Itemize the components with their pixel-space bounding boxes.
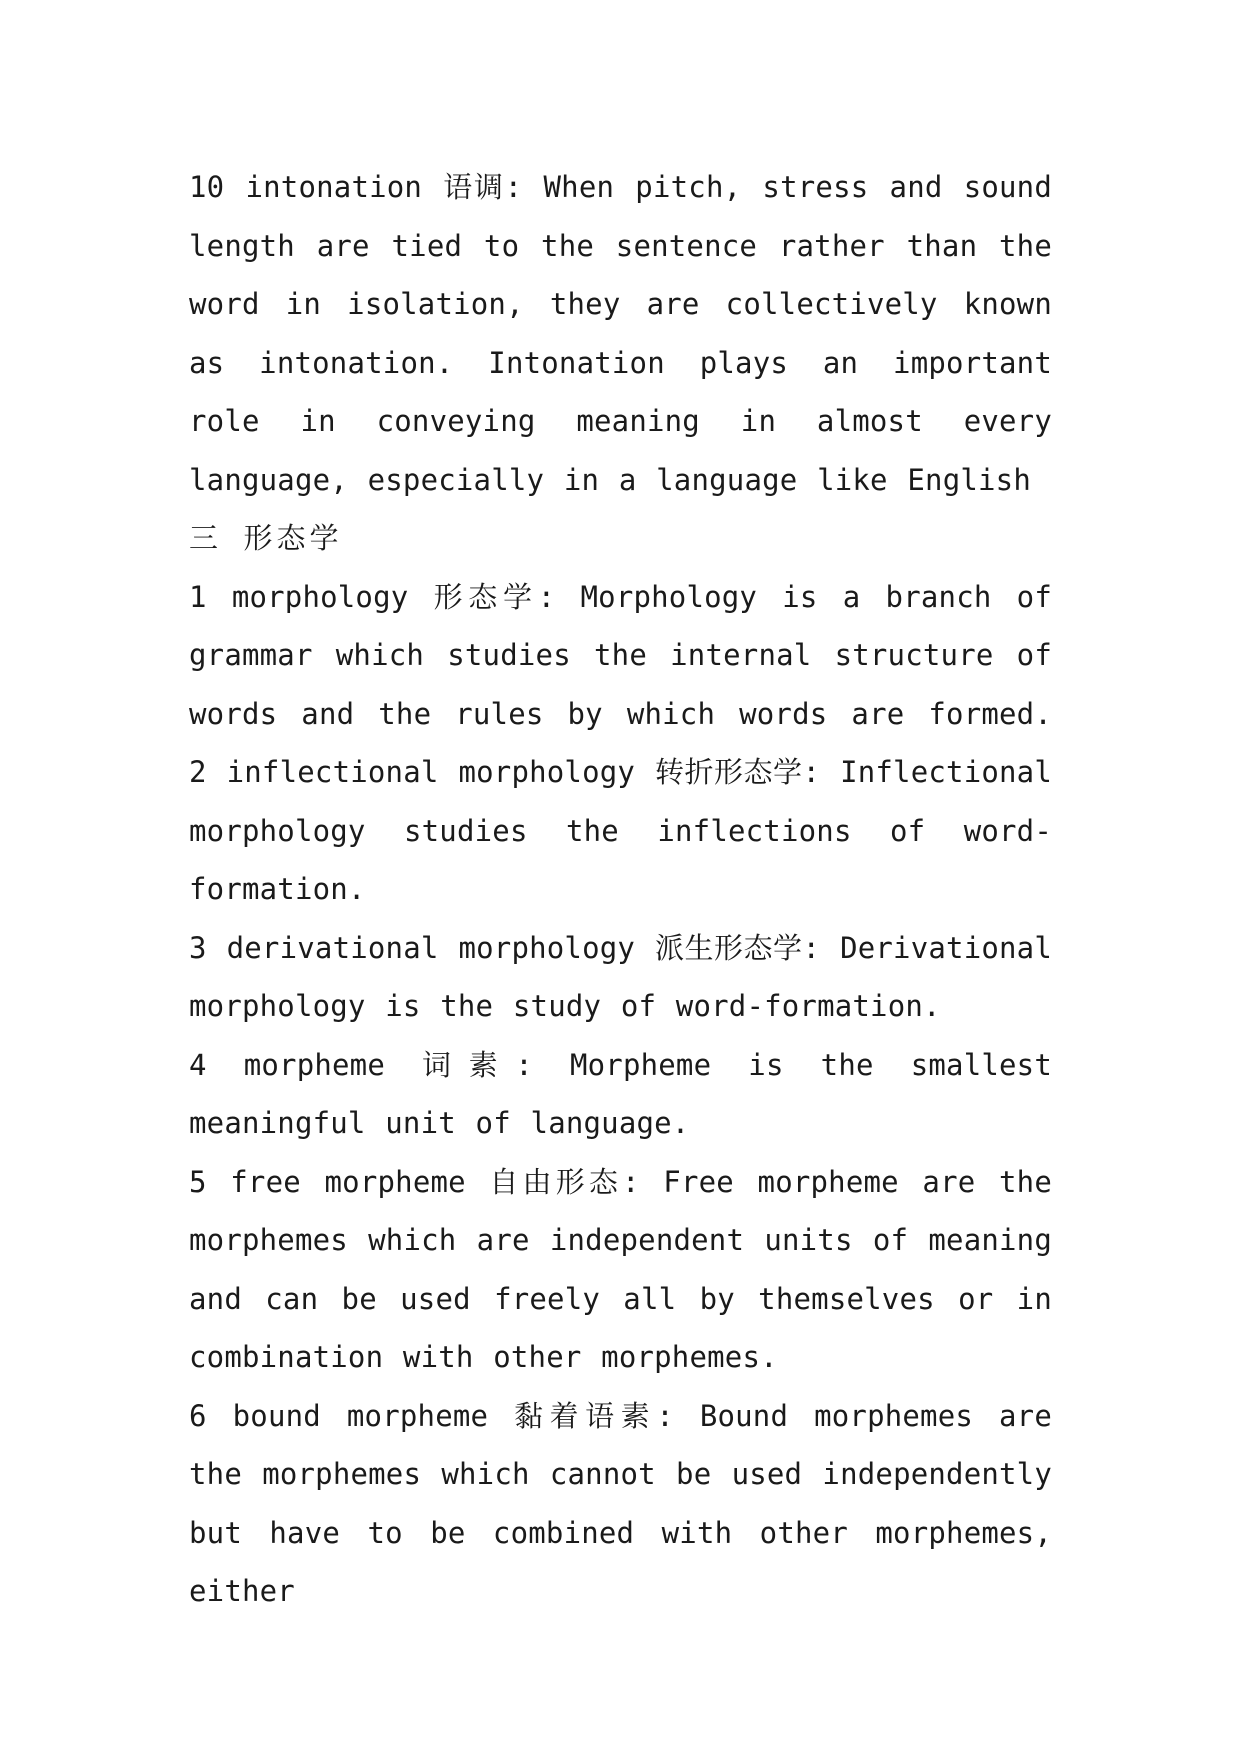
paragraph-bound-morpheme: 6 bound morpheme 黏着语素: Bound morphemes are the morphemes which cannot be used independently but have to be combined with other morphemes, either xyxy=(189,1398,1052,1608)
paragraph-derivational-morphology: 3 derivational morphology 派生形态学: Derivational morphology is the study of word-formation. xyxy=(189,930,1052,1023)
paragraph-free-morpheme: 5 free morpheme 自由形态: Free morpheme are the morphemes which are independent units of meaning and can be used freely all by themselves or in combination with other morphemes. xyxy=(189,1164,1052,1374)
document-body xyxy=(189,158,1052,1621)
paragraph-morpheme: 4 morpheme 词素: Morpheme is the smallest meaningful unit of language. xyxy=(189,1047,1052,1140)
paragraph-morphology: 1 morphology 形态学: Morphology is a branch of grammar which studies the internal structure of words and the rules by which words are formed. 2 inflectional morphology 转折形态学: Inflectional morphology studies the inflections of word-formation. xyxy=(189,579,1052,906)
section-heading-morphology: 三 形态学 xyxy=(189,521,343,555)
paragraph-intonation: 10 intonation 语调: When pitch, stress and sound length are tied to the sentence rather than the word in isolation, they are collectively known as intonation. Intonation plays an important role in conveying meaning in almost every language, especially in a language like English xyxy=(189,170,1052,497)
